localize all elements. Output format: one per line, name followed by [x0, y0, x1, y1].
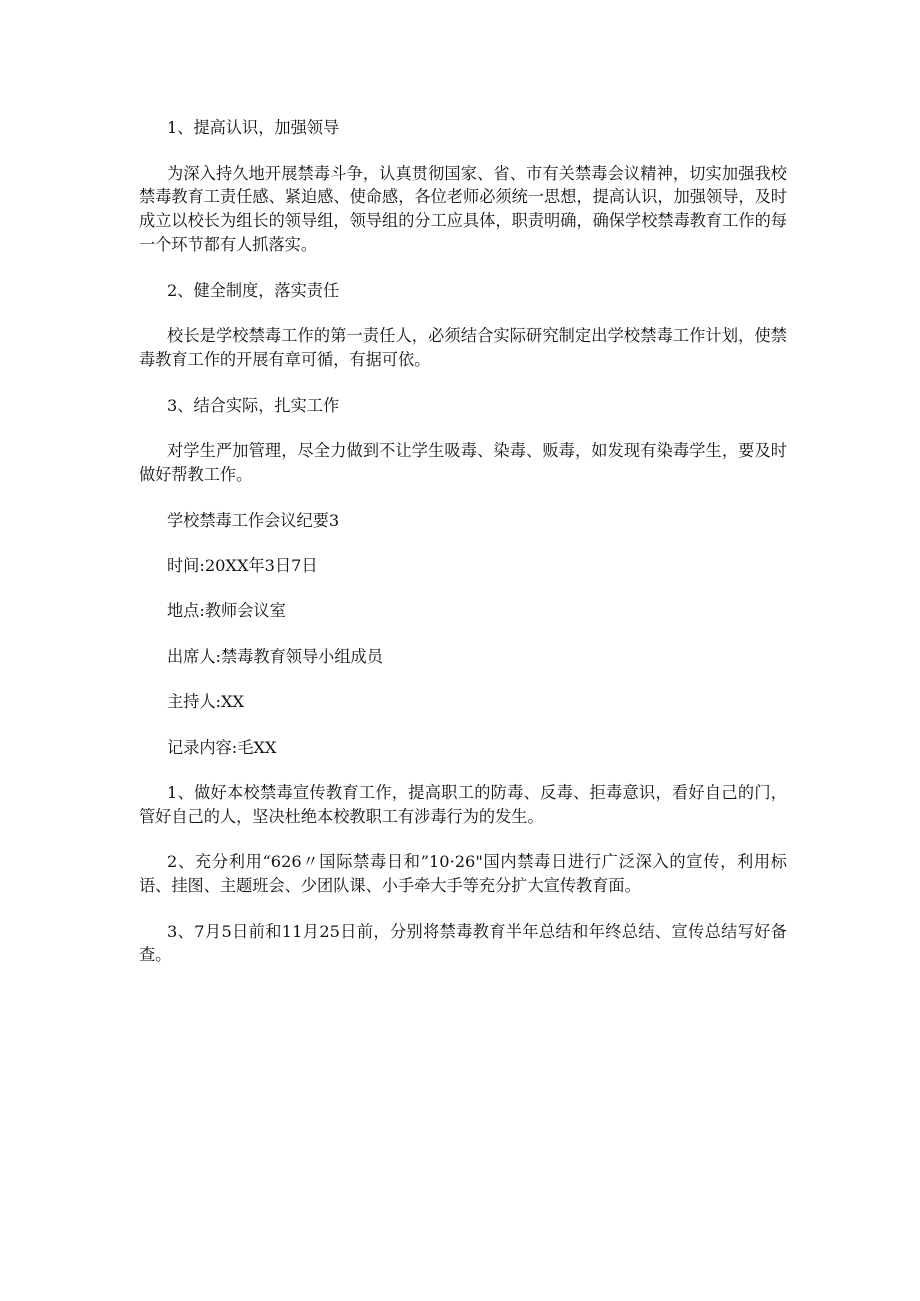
document-page [139, 116, 787, 989]
paragraph-leadership: 为深入持久地开展禁毒斗争，认真贯彻国家、省、市有关禁毒会议精神，切实加强我校禁毒教育工责任感、紧迫感、使命感，各位老师必须统一思想，提高认识，加强领导，及时成立以校长为组长的领导组，领导组的分工应具体，职责明确，确保学校禁毒教育工作的每一个环节都有人抓落实。 [139, 163, 787, 254]
heading-1-raise-awareness: 1、提高认识，加强领导 [167, 118, 340, 137]
meeting-location: 地点:教师会议室 [167, 601, 286, 621]
minutes-item-2: 2、充分利用“626〃国际禁毒日和”10·26"国内禁毒日进行广泛深入的宣传，利用标语、挂图、主题班会、少团队课、小手牵大手等充分扩大宣传教育面。 [139, 852, 787, 896]
meeting-host: 主持人:XX [167, 692, 245, 712]
paragraph-student-management: 对学生严加管理，尽全力做到不让学生吸毒、染毒、贩毒，如发现有染毒学生，要及时做好帮教工作。 [139, 441, 787, 484]
meeting-minutes-title: 学校禁毒工作会议纪要3 [167, 510, 340, 530]
meeting-attendees: 出席人:禁毒教育领导小组成员 [167, 646, 383, 666]
minutes-item-3: 3、7月5日前和11月25日前，分别将禁毒教育半年总结和年终总结、宣传总结写好备查。 [139, 921, 787, 965]
meeting-time: 时间:20XX年3日7日 [167, 555, 318, 575]
heading-3-combine-practice: 3、结合实际，扎实工作 [167, 395, 340, 415]
minutes-item-1: 1、做好本校禁毒宣传教育工作，提高职工的防毒、反毒、拒毒意识，看好自己的门，管好自己的人，坚决杜绝本校教职工有涉毒行为的发生。 [139, 782, 787, 826]
paragraph-principal-responsibility: 校长是学校禁毒工作的第一责任人，必须结合实际研究制定出学校禁毒工作计划，使禁毒教育工作的开展有章可循，有据可依。 [139, 326, 787, 369]
meeting-recorder: 记录内容:毛XX [167, 737, 277, 757]
heading-2-improve-system: 2、健全制度，落实责任 [167, 280, 340, 300]
